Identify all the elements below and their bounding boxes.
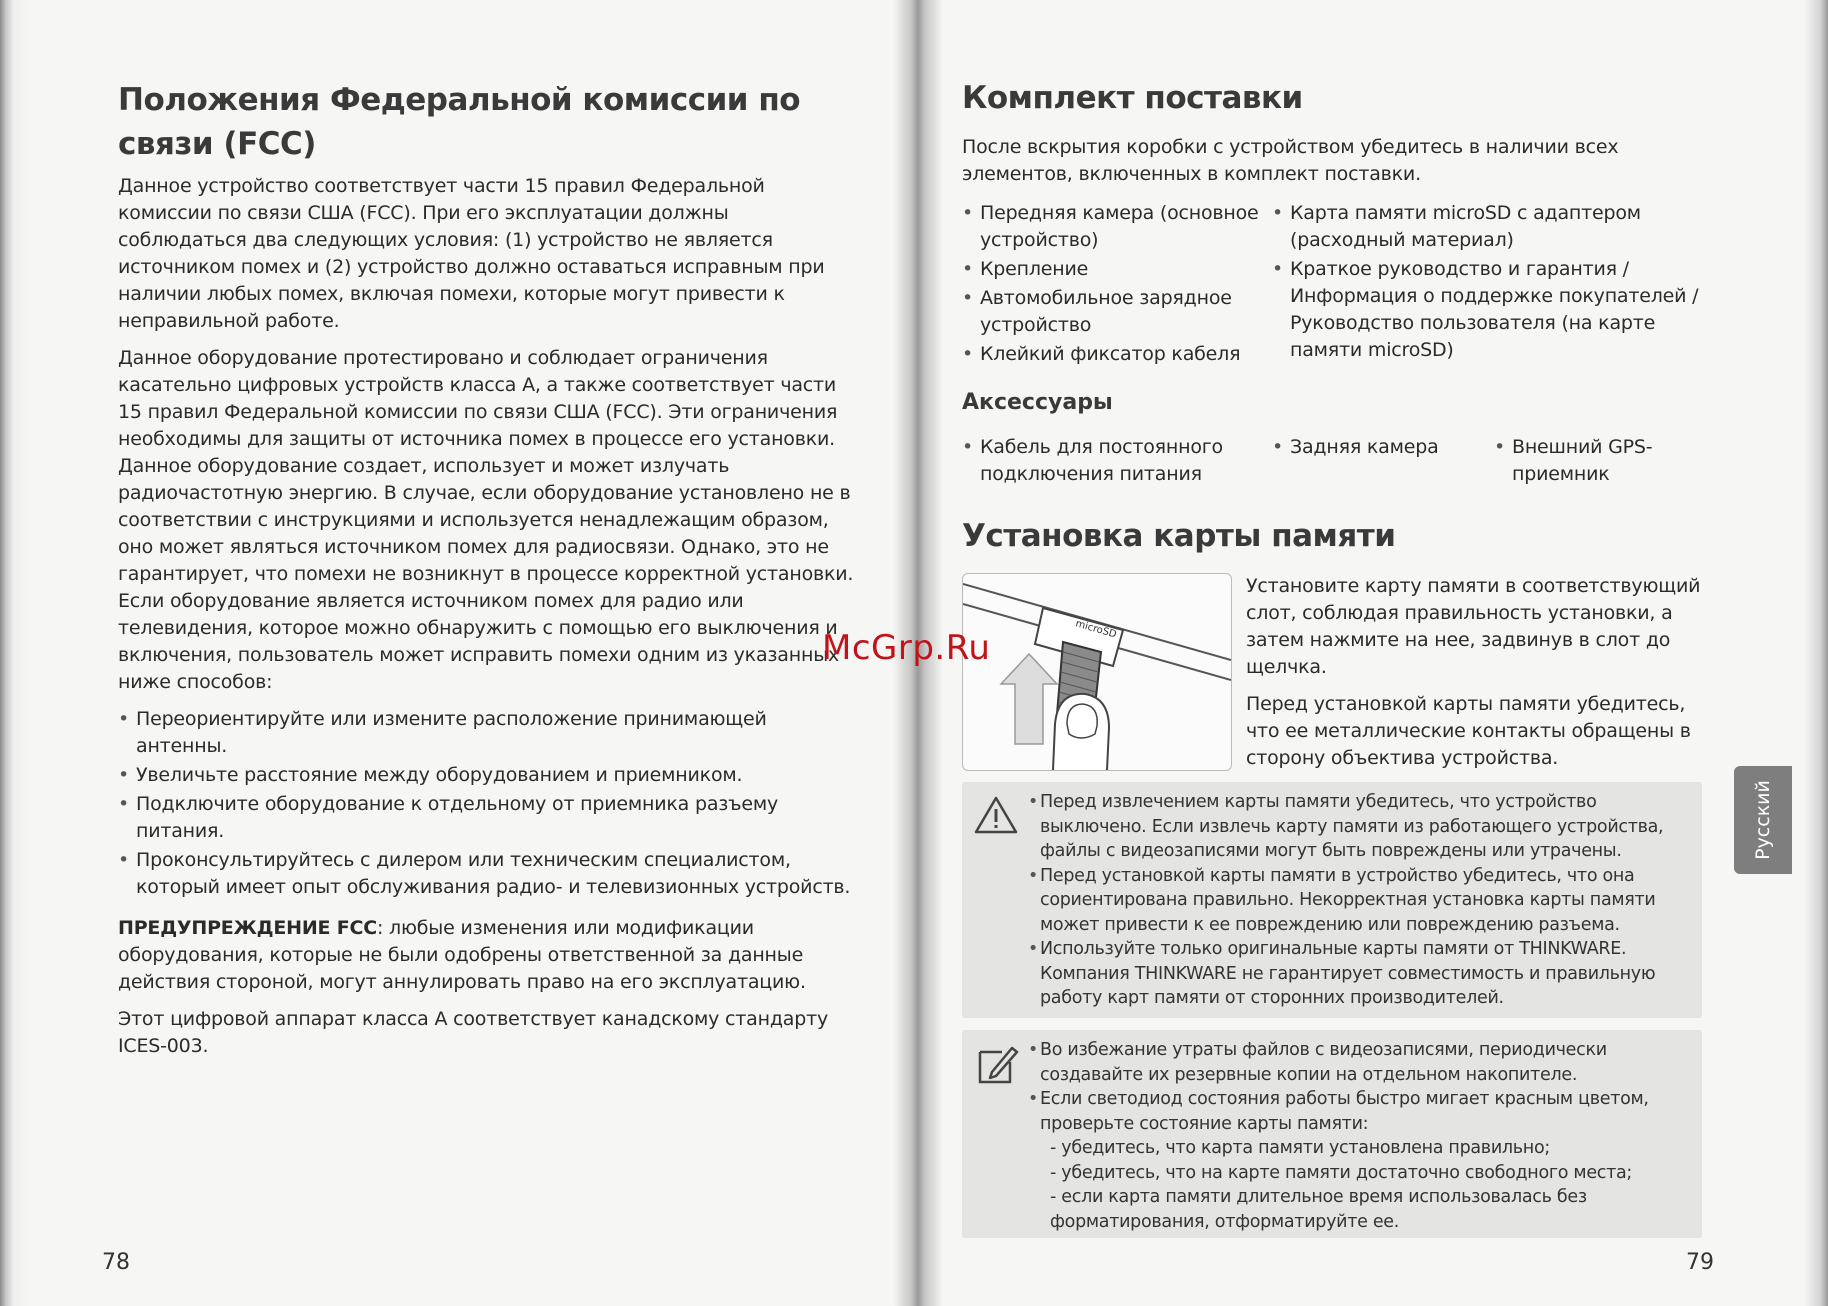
page-edge-right [1804, 0, 1828, 1306]
fcc-bullet-list [118, 706, 858, 901]
list-item: • Автомобильное зарядное устройство [962, 285, 1272, 339]
list-item: • Перед установкой карты памяти в устройство убедитесь, что она сориентирована правильно. Некорректная установка карты памяти может привести к ее повреждению или повреждению разъема. [1028, 864, 1694, 938]
figure-label: microSD [1074, 618, 1118, 641]
accessories-column-3 [1494, 434, 1694, 488]
left-page [102, 0, 858, 1306]
contents-list [962, 200, 1702, 370]
warning-triangle-icon [972, 792, 1020, 840]
list-item: • Используйте только оригинальные карты памяти от THINKWARE. Компания THINKWARE не гарантирует совместимость и правильную работу карт памяти от сторонних производителей. [1028, 937, 1694, 1011]
list-item: • Увеличьте расстояние между оборудованием и приемником. [118, 762, 858, 789]
list-item: • Задняя камера [1272, 434, 1494, 461]
install-title: Установка карты памяти [962, 518, 1396, 554]
caution-text [1028, 790, 1694, 1011]
install-paragraph-2: Перед установкой карты памяти убедитесь, что ее металлические контакты обращены в сторону объектива устройства. [1246, 693, 1691, 769]
canada-statement: Этот цифровой аппарат класса A соответствует канадскому стандарту ICES-003. [118, 1008, 828, 1057]
memory-card-illustration [962, 573, 1232, 771]
fcc-warning-text: : любые изменения или модификации оборудования, которые не были одобрены ответственной за данные действия стороной, могут аннулировать право на его эксплуатацию. [118, 917, 806, 993]
list-item: • Клейкий фиксатор кабеля [962, 341, 1272, 368]
list-item: • Кабель для постоянного подключения питания [962, 434, 1272, 488]
fcc-warning-label: ПРЕДУПРЕЖДЕНИЕ FCC [118, 917, 378, 939]
list-item: • Переориентируйте или измените расположение принимающей антенны. [118, 706, 858, 760]
list-item: • Передняя камера (основное устройство) [962, 200, 1272, 254]
memory-card-insert-image [963, 574, 1231, 770]
accessories-title: Аксессуары [962, 390, 1113, 415]
note-pencil-icon [972, 1040, 1020, 1088]
accessories-list [962, 434, 1702, 488]
page-number-left: 78 [102, 1250, 130, 1275]
list-item: • Во избежание утраты файлов с видеозаписями, периодически создавайте их резервные копии на отдельном накопителе. [1028, 1038, 1694, 1087]
fcc-body [118, 173, 858, 1070]
contents-title: Комплект поставки [962, 80, 1303, 116]
list-item: • Крепление [962, 256, 1272, 283]
language-side-tab [1734, 766, 1792, 874]
install-paragraph-1: Установите карту памяти в соответствующий слот, соблюдая правильность установки, а затем нажмите на нее, задвинув в слот до щелчка. [1246, 575, 1701, 678]
accessories-column-1 [962, 434, 1272, 488]
list-item: • Краткое руководство и гарантия / Информация о поддержке покупателей / Руководство пользователя (на карте памяти microSD) [1272, 256, 1702, 364]
page-number-right: 79 [1686, 1250, 1714, 1275]
fcc-paragraph-2: Данное оборудование протестировано и соблюдает ограничения касательно цифровых устройств класса A, а также соответствует части 15 правил Федеральной комиссии по связи США (FCC). Эти ограничения необходимы для защиты от источника помех в процессе его установки. Данное оборудование создает, использует и может излучать радиочастотную энергию. В случае, если оборудование установлено не в соответствии с инструкциями и используется ненадлежащим образом, оно может являться источником помех для радиосвязи. Однако, это не гарантирует, что помехи не возникнут в процессе корректной установки. Если оборудование является источником помех для радио или телевидения, которое можно обнаружить с помощью его выключения и включения, пользователь может исправить помехи одним из указанных ниже способов: [118, 347, 854, 693]
list-item: • Проконсультируйтесь с дилером или техническим специалистом, который имеет опыт обслуживания радио- и телевизионных устройств. [118, 847, 858, 901]
list-item: • Карта памяти microSD с адаптером (расходный материал) [1272, 200, 1702, 254]
accessories-column-2 [1272, 434, 1494, 488]
fcc-warning [118, 915, 858, 996]
right-page [962, 0, 1714, 1306]
note-subitem: - убедитесь, что карта памяти установлена правильно; [1050, 1138, 1550, 1158]
fcc-title: Положения Федеральной комиссии по связи (FCC) [118, 82, 801, 162]
list-item: • Внешний GPS-приемник [1494, 434, 1694, 488]
contents-intro: После вскрытия коробки с устройством убедитесь в наличии всех элементов, включенных в комплект поставки. [962, 136, 1619, 185]
list-item: • Перед извлечением карты памяти убедитесь, что устройство выключено. Если извлечь карту памяти из работающего устройства, файлы с видеозаписями могут быть повреждены или утрачены. [1028, 790, 1694, 864]
fcc-paragraph-1: Данное устройство соответствует части 15 правил Федеральной комиссии по связи США (FCC). При его эксплуатации должны соблюдаться два следующих условия: (1) устройство не является источником помех и (2) устройство должно оставаться исправным при наличии любых помех, включая помехи, которые могут привести к неправильной работе. [118, 175, 825, 332]
contents-column-1 [962, 200, 1272, 370]
contents-column-2 [1272, 200, 1702, 370]
note-subitem: - если карта памяти длительное время использовалась без форматирования, отформатируйте ее. [1050, 1187, 1587, 1232]
note-item-2-text: Если светодиод состояния работы быстро мигает красным цветом, проверьте состояние карты памяти: [1040, 1089, 1649, 1134]
page-edge-left [0, 0, 30, 1306]
language-tab-label: Русский [1752, 780, 1774, 860]
list-item [1028, 1087, 1694, 1234]
list-item: • Подключите оборудование к отдельному от приемника разъему питания. [118, 791, 858, 845]
install-instructions [1246, 573, 1702, 782]
watermark: McGrp.Ru [822, 628, 991, 668]
note-box [962, 1030, 1702, 1238]
note-subitem: - убедитесь, что на карте памяти достаточно свободного места; [1050, 1162, 1633, 1183]
caution-box [962, 782, 1702, 1018]
note-text [1028, 1038, 1694, 1234]
